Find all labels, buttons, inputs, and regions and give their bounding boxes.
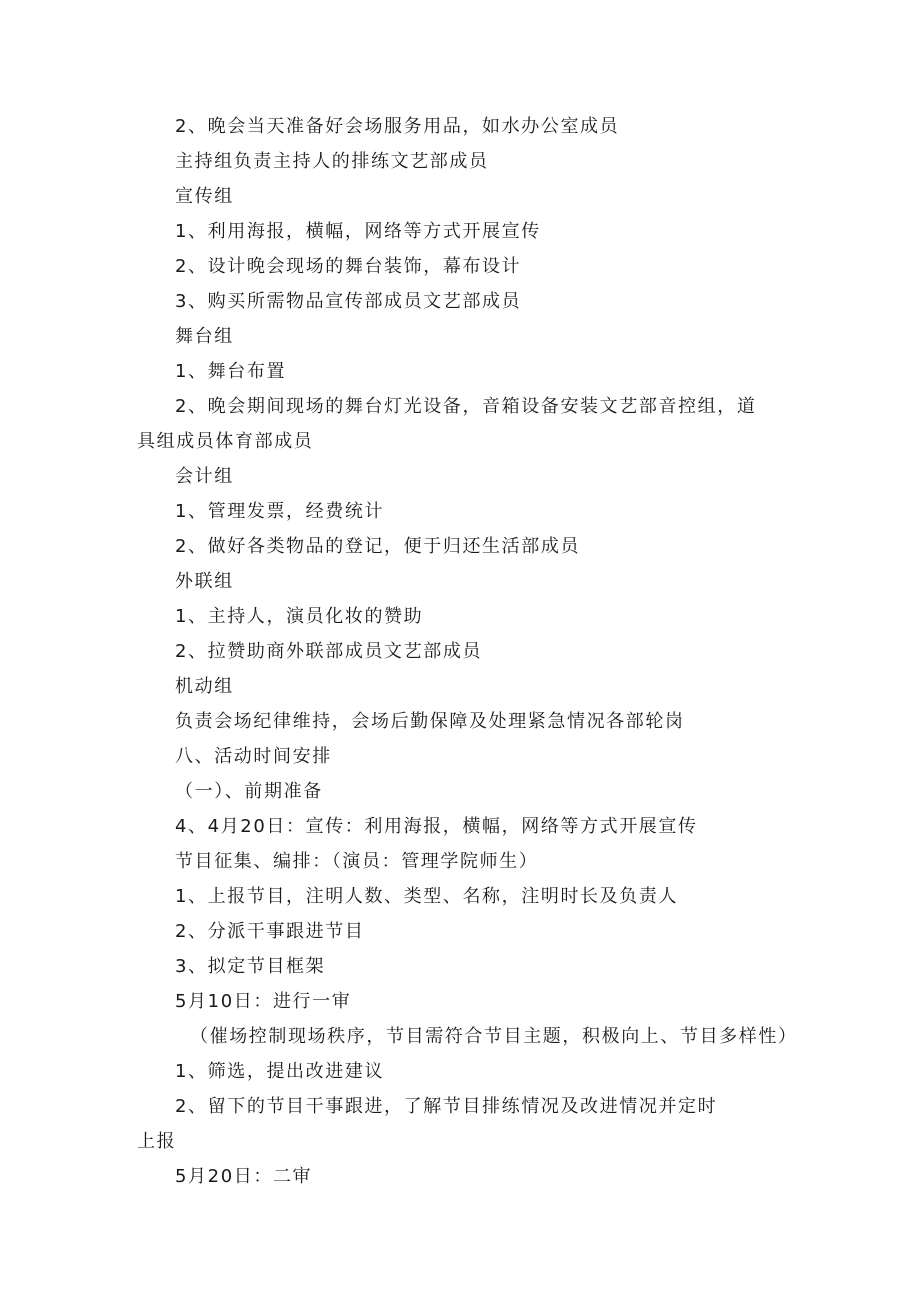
text-line: 2、晚会当天准备好会场服务用品，如水办公室成员 (175, 116, 620, 137)
subsection-heading: （一）、前期准备 (175, 781, 323, 802)
text-line: 1、上报节目，注明人数、类型、名称，注明时长及负责人 (175, 886, 679, 907)
text-line: 4、4月20日：宣传：利用海报，横幅，网络等方式开展宣传 (175, 816, 698, 837)
section-heading: 八、活动时间安排 (175, 746, 332, 767)
section-heading: 机动组 (175, 676, 234, 697)
text-line: 1、利用海报，横幅，网络等方式开展宣传 (175, 221, 541, 242)
text-line: 1、主持人，演员化妆的赞助 (175, 606, 424, 627)
text-line: 2、晚会期间现场的舞台灯光设备，音箱设备安装文艺部音控组，道 (175, 396, 757, 417)
text-line: 1、管理发票，经费统计 (175, 501, 385, 522)
section-heading: 外联组 (175, 571, 234, 592)
text-line: 1、筛选，提出改进建议 (175, 1061, 385, 1082)
section-heading: 舞台组 (175, 326, 234, 347)
text-line: 3、购买所需物品宣传部成员文艺部成员 (175, 291, 522, 312)
text-line: 1、舞台布置 (175, 361, 287, 382)
text-line: 3、拟定节目框架 (175, 956, 326, 977)
text-line: 5月20日：二审 (175, 1166, 313, 1187)
text-line: 负责会场纪律维持，会场后勤保障及处理紧急情况各部轮岗 (175, 711, 685, 732)
text-line: 上报 (137, 1131, 177, 1152)
text-line: 2、留下的节目干事跟进，了解节目排练情况及改进情况并定时 (175, 1096, 718, 1117)
section-heading: 会计组 (175, 466, 234, 487)
section-heading: 宣传组 (175, 186, 234, 207)
text-line: 节目征集、编排：（演员：管理学院师生） (175, 851, 539, 872)
text-line: 主持组负责主持人的排练文艺部成员 (175, 151, 489, 172)
text-line: 5月10日：进行一审 (175, 991, 352, 1012)
text-line: 2、设计晚会现场的舞台装饰，幕布设计 (175, 256, 522, 277)
text-line: 2、分派干事跟进节目 (175, 921, 365, 942)
text-line: 2、做好各类物品的登记，便于归还生活部成员 (175, 536, 581, 557)
text-line: 具组成员体育部成员 (137, 431, 314, 452)
text-line: 2、拉赞助商外联部成员文艺部成员 (175, 641, 483, 662)
text-line: （催场控制现场秩序，节目需符合节目主题，积极向上、节目多样性） (190, 1026, 798, 1047)
